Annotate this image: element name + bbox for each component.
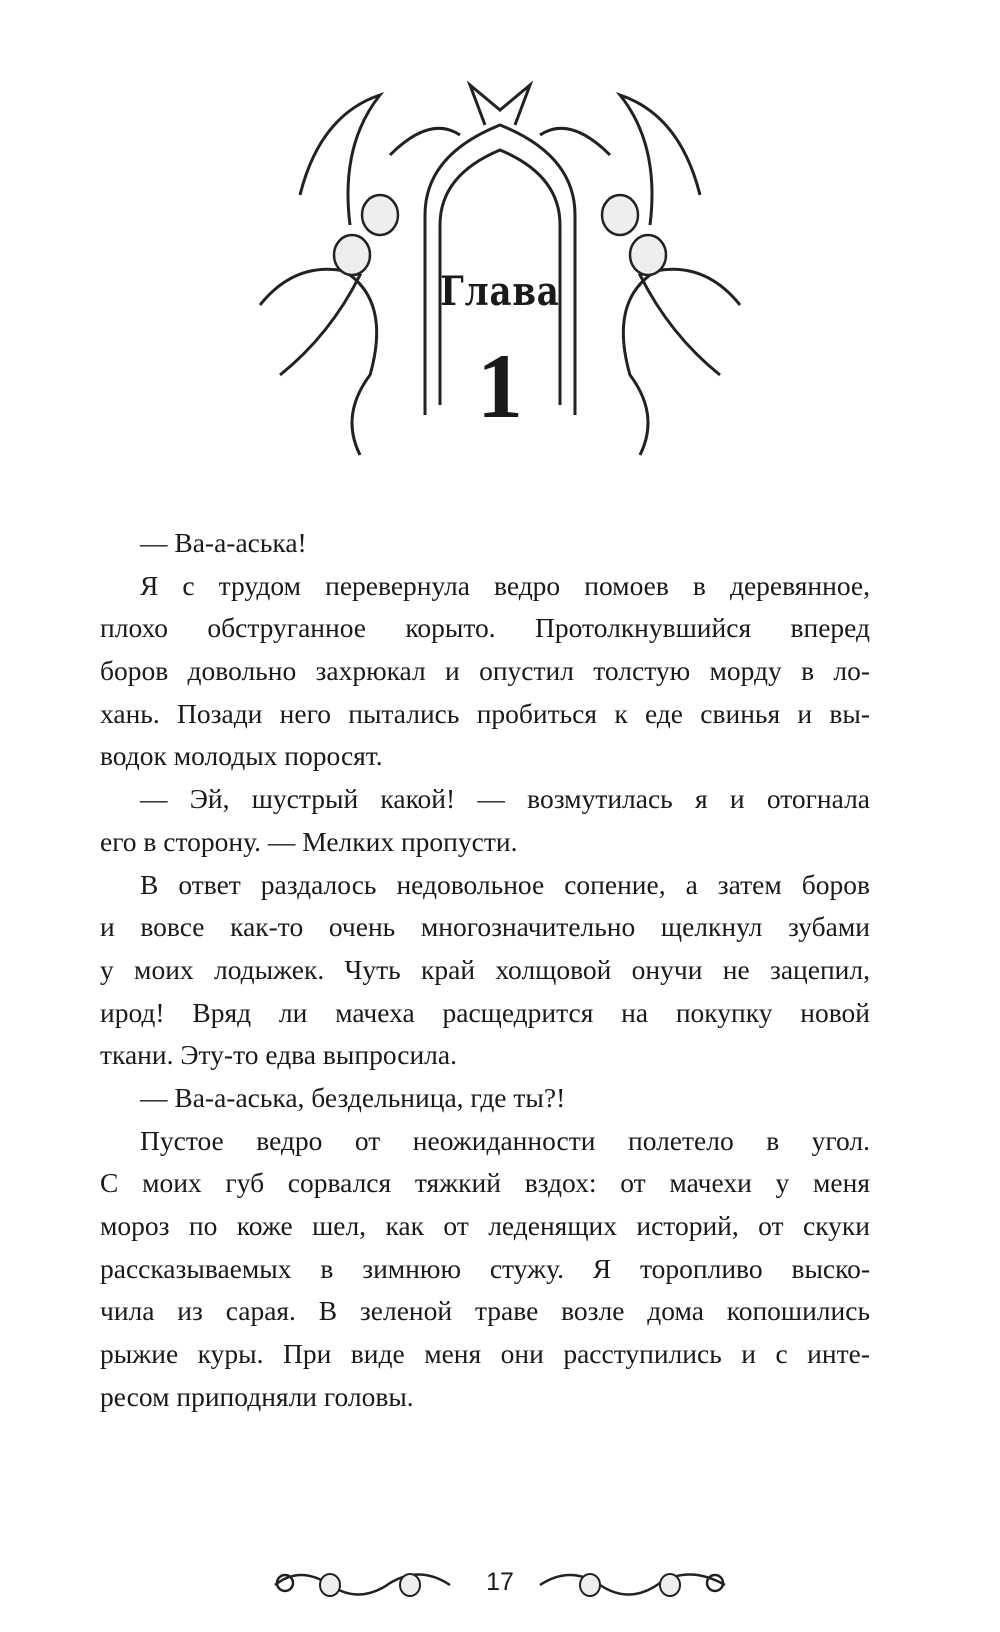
chapter-number: 1 [477, 335, 523, 437]
text-line: плохо обструганное корыто. Протолкнувшийся вперед [100, 612, 870, 644]
text-line: — Эй, шустрый какой! — возмутилась я и отогнала [140, 783, 870, 815]
text-line: ирод! Вряд ли мачеха расщедрится на покупку новой [100, 996, 870, 1028]
text-line: чила из сарая. В зеленой траве возле дома копошились [100, 1295, 870, 1327]
text-line: рыжие куры. При виде меня они расступились и с инте- [100, 1338, 870, 1370]
text-line: Пустое ведро от неожиданности полетело в угол. [140, 1124, 870, 1156]
text-line: мороз по коже шел, как от леденящих историй, от скуки [100, 1210, 870, 1241]
text-line: С моих губ сорвался тяжкий вздох: от мачехи у меня [100, 1167, 870, 1199]
text-line: и вовсе как-то очень многозначительно щелкнул зубами [100, 911, 870, 943]
chapter-label: Глава [440, 268, 560, 315]
text-line: Я с трудом перевернула ведро помоев в деревянное, [140, 569, 870, 601]
text-line: боров довольно захрюкал и опустил толстую морду в ло- [100, 655, 870, 687]
text-line: хань. Позади него пытались пробиться к еде свинья и вы- [100, 697, 870, 729]
text-line: рассказываемых в зимнюю стужу. Я торопливо выско- [100, 1252, 870, 1284]
text-line: у моих лодыжек. Чуть край холщовой онучи не зацепил, [100, 953, 870, 985]
text-line: ресом приподняли головы. [100, 1380, 414, 1412]
text-line: водок молодых поросят. [100, 740, 383, 772]
text-line: — Ва-а-аська! [140, 527, 307, 558]
text-line: его в сторону. — Мелких пропусти. [100, 825, 518, 857]
text-line: В ответ раздалось недовольное сопение, а затем боров [140, 868, 870, 900]
body-text [100, 522, 870, 1418]
text-line: — Ва-а-аська, бездельница, где ты?! [140, 1081, 566, 1113]
text-line: ткани. Эту-то едва выпросила. [100, 1039, 457, 1071]
page-number: 17 [486, 1568, 514, 1596]
